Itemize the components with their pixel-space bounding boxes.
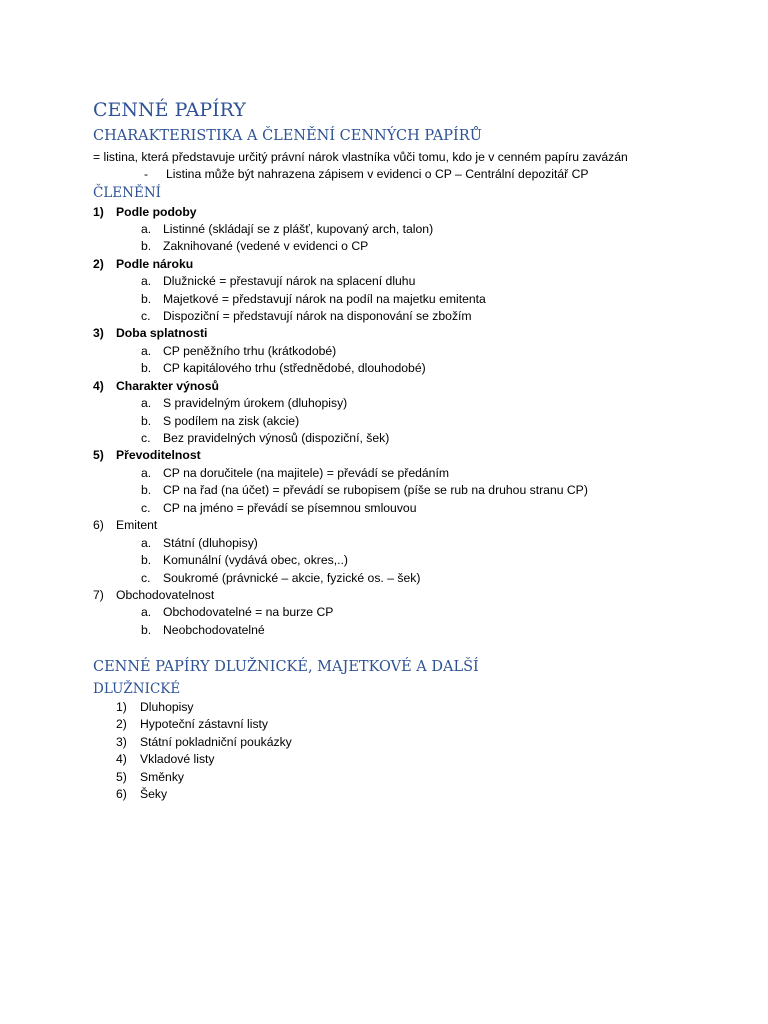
category-label: Převoditelnost: [116, 448, 201, 462]
item-letter: c.: [141, 501, 151, 515]
list-item: Majetkové = představují nárok na podíl na majetku emitenta: [163, 292, 486, 306]
list-item: CP na řad (na účet) = převádí se rubopisem (píše se rub na druhou stranu CP): [163, 483, 588, 497]
list-item: Vkladové listy: [140, 752, 215, 766]
item-letter: b.: [141, 239, 152, 253]
section-heading-charakteristika: CHARAKTERISTIKA A ČLENĚNÍ CENNÝCH PAPÍRŮ: [93, 128, 482, 144]
item-letter: b.: [141, 292, 152, 306]
list-number: 6): [116, 787, 127, 801]
item-letter: b.: [141, 483, 152, 497]
list-item: Hypoteční zástavní listy: [140, 717, 269, 731]
category-number: 7): [93, 588, 104, 602]
list-item: Obchodovatelné = na burze CP: [163, 605, 334, 619]
category-label: Podle nároku: [116, 257, 194, 271]
category-number: 3): [93, 326, 104, 340]
list-item: CP na jméno = převádí se písemnou smlouvou: [163, 501, 417, 515]
list-item: Dlužnické = přestavují nárok na splacení dluhu: [163, 274, 416, 288]
list-number: 2): [116, 717, 127, 731]
item-letter: b.: [141, 623, 152, 637]
list-item: Komunální (vydává obec, okres,..): [163, 553, 348, 567]
item-letter: a.: [141, 274, 152, 288]
note-bullet: -: [144, 167, 149, 181]
list-number: 1): [116, 700, 127, 714]
list-item: Státní (dluhopisy): [163, 536, 258, 550]
item-letter: b.: [141, 553, 152, 567]
list-item: Státní pokladniční poukázky: [140, 735, 292, 749]
item-letter: a.: [141, 396, 152, 410]
definition-text: = listina, která představuje určitý právní nárok vlastníka vůči tomu, kdo je v cenném papíru zavázán: [93, 150, 628, 164]
list-item: CP peněžního trhu (krátkodobé): [163, 344, 337, 358]
category-label: Charakter výnosů: [116, 379, 219, 393]
category-label: Emitent: [116, 518, 158, 532]
list-item: CP kapitálového trhu (střednědobé, dlouhodobé): [163, 361, 426, 375]
list-item: Neobchodovatelné: [163, 623, 265, 637]
category-number: 1): [93, 205, 104, 219]
item-letter: a.: [141, 536, 152, 550]
list-number: 4): [116, 752, 127, 766]
subheading-cleneni: ČLENĚNÍ: [93, 185, 161, 201]
category-number: 5): [93, 448, 104, 462]
item-letter: b.: [141, 414, 152, 428]
category-number: 4): [93, 379, 104, 393]
subheading-dluznicke: DLUŽNICKÉ: [93, 681, 181, 697]
section-heading-cenne-papiry-dluznicke: CENNÉ PAPÍRY DLUŽNICKÉ, MAJETKOVÉ A DALŠÍ: [93, 659, 479, 675]
category-number: 6): [93, 518, 104, 532]
note-text: Listina může být nahrazena zápisem v evidenci o CP – Centrální depozitář CP: [166, 167, 589, 181]
list-item: S pravidelným úrokem (dluhopisy): [163, 396, 348, 410]
list-number: 5): [116, 770, 127, 784]
list-item: CP na doručitele (na majitele) = převádí se předáním: [163, 466, 449, 480]
item-letter: a.: [141, 222, 152, 236]
item-letter: b.: [141, 361, 152, 375]
list-item: Směnky: [140, 770, 185, 784]
list-item: Dispoziční = představují nárok na disponování se zbožím: [163, 309, 472, 323]
list-item: Listinné (skládají se z plášť, kupovaný arch, talon): [163, 222, 434, 236]
list-item: Bez pravidelných výnosů (dispoziční, šek): [163, 431, 390, 445]
list-item: Dluhopisy: [140, 700, 194, 714]
item-letter: a.: [141, 605, 152, 619]
item-letter: c.: [141, 571, 151, 585]
list-item: Soukromé (právnické – akcie, fyzické os. – šek): [163, 571, 421, 585]
list-number: 3): [116, 735, 127, 749]
category-label: Obchodovatelnost: [116, 588, 215, 602]
item-letter: a.: [141, 344, 152, 358]
category-number: 2): [93, 257, 104, 271]
item-letter: c.: [141, 431, 151, 445]
item-letter: c.: [141, 309, 151, 323]
category-label: Podle podoby: [116, 205, 197, 219]
list-item: S podílem na zisk (akcie): [163, 414, 300, 428]
list-item: Zaknihované (vedené v evidenci o CP: [163, 239, 369, 253]
list-item: Šeky: [140, 787, 168, 801]
page-title: CENNÉ PAPÍRY: [93, 99, 246, 121]
category-label: Doba splatnosti: [116, 326, 208, 340]
item-letter: a.: [141, 466, 152, 480]
